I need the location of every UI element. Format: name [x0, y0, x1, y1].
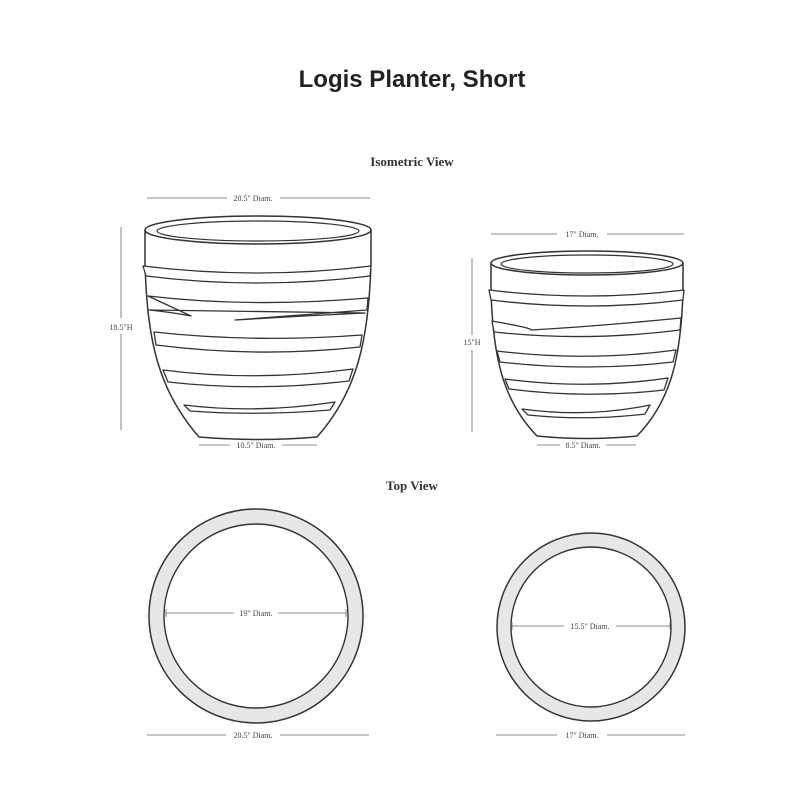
small-outer-diameter-dimension [496, 731, 685, 740]
large-top-diameter-label: 20.5" Diam. [233, 194, 273, 203]
large-outer-diameter-label: 20.5" Diam. [233, 731, 273, 740]
isometric-view-heading: Isometric View [370, 154, 454, 169]
large-height-dimension [109, 227, 132, 430]
small-planter-top-view [496, 533, 685, 740]
large-planter-top-view [147, 509, 369, 740]
small-height-dimension [463, 258, 480, 432]
small-top-diameter-label: 17" Diam. [565, 230, 599, 239]
small-top-diameter-dimension [491, 230, 684, 239]
large-base-diameter-dimension [199, 441, 317, 450]
large-top-diameter-dimension [147, 194, 370, 203]
large-inner-diameter-label: 19" Diam. [239, 609, 273, 618]
large-outer-diameter-dimension [147, 731, 369, 740]
small-base-diameter-dimension [537, 441, 636, 450]
small-outer-diameter-label: 17" Diam. [565, 731, 599, 740]
large-planter-isometric [109, 194, 371, 450]
large-base-diameter-label: 10.5" Diam. [236, 441, 276, 450]
small-base-diameter-label: 8.5" Diam. [565, 441, 601, 450]
page-title: Logis Planter, Short [298, 66, 526, 93]
large-height-label: 18.5"H [109, 323, 133, 332]
small-planter-isometric [463, 230, 684, 450]
small-inner-diameter-label: 15.5" Diam. [570, 622, 610, 631]
top-view-heading: Top View [386, 478, 438, 493]
small-height-label: 15"H [463, 338, 481, 347]
large-pot-rim [145, 216, 371, 244]
